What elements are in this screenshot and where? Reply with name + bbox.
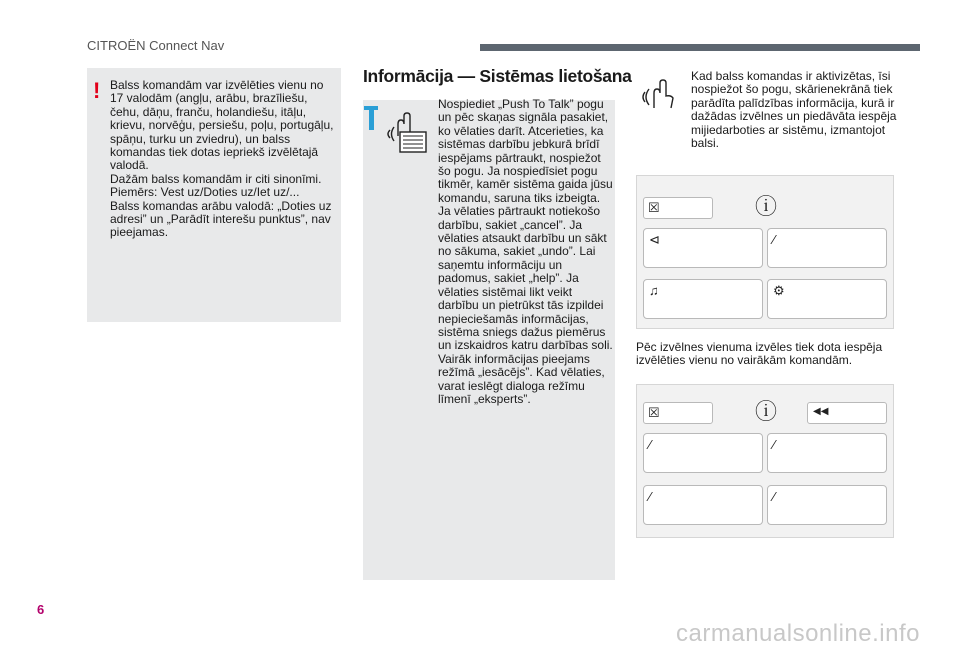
menu-button[interactable] — [643, 279, 763, 319]
header-bar — [480, 44, 920, 51]
settings-icon: ⚙ — [773, 283, 785, 298]
command-button[interactable] — [643, 485, 763, 525]
music-icon: ♫ — [649, 283, 659, 298]
info-icon[interactable]: ⓘ — [755, 194, 778, 219]
exclamation-icon: ! — [93, 78, 101, 103]
page-number: 6 — [37, 602, 45, 617]
help-screen-2 — [636, 384, 894, 538]
close-button[interactable] — [643, 197, 713, 219]
warning-text — [110, 79, 336, 240]
voice-command-icon — [641, 78, 679, 112]
command-button[interactable] — [767, 485, 887, 525]
command-icon: ∕ — [649, 437, 652, 452]
command-icon: ∕ — [773, 489, 776, 504]
command-icon: ∕ — [773, 437, 776, 452]
warning-line: Piemērs: Vest uz/Doties uz/Iet uz/... — [110, 185, 300, 200]
phone-icon: ∕ — [773, 232, 776, 247]
command-icon: ∕ — [649, 489, 652, 504]
info-text: Nospiediet „Push To Talk” pogu un pēc skaņas signāla pasakiet, ko vēlaties darīt. Atcerieties, ka sistēmas darbību jebkurā brīdī iespējams pārtraukt, nospiežot šo pogu. Ja nospiedīsiet pogu tikmēr, kamēr sistēma gaida jūsu komandu, saruna tiks izbeigta. Ja vēlaties pārtraukt notiekošo darbību, sakiet „cancel”. Ja vēlaties atsaukt darbību un sākt no sākuma, sakiet „undo”. Lai saņemtu informāciju un padomus, sakiet „help”. Ja vēlaties sistēmai likt veikt darbību un pietrūkst tās izpildei nepieciešamās informācijas, sistēma sniegs dažus piemērus un izskaidros katru darbības soli. Vairāk informācijas pieejams režīmā „iesācējs”. Kad vēlaties, varat ieslēgt dialoga režīmu līmenī „eksperts”. — [438, 97, 613, 406]
close-button[interactable] — [643, 402, 713, 424]
warning-line: Dažām balss komandām ir citi sinonīmi. — [110, 171, 322, 186]
menu-button[interactable] — [643, 228, 763, 268]
section-title: Informācija — Sistēmas lietošana — [363, 66, 632, 86]
command-button[interactable] — [767, 433, 887, 473]
menu-button[interactable] — [767, 228, 887, 268]
header-title: CITROËN Connect Nav — [87, 38, 225, 53]
back-icon: ◀◀ — [813, 406, 829, 417]
info-icon[interactable]: ⓘ — [755, 399, 778, 424]
right-text-1: Kad balss komandas ir aktivizētas, īsi nospiežot šo pogu, skārienekrānā tiek parādīta palīdzības informācija, kurā ir dažādas izvēlnes un piedāvāta iespēja mijiedarboties ar sistēmu, izmantojot balsi. — [691, 69, 897, 151]
steering-voice-button-icon — [384, 110, 430, 154]
menu-button[interactable] — [767, 279, 887, 319]
help-screen-1 — [636, 175, 894, 329]
warning-line: Balss komandām var izvēlēties vienu no 17 valodām (angļu, arābu, brazīliešu, čehu, dāņu, franču, holandiešu, itāļu, krievu, norvēģu, persiešu, poļu, portugāļu, spāņu, turku un zviedru), un balss komandas tiek dotas iepriekš izvēlētajā valodā. — [110, 78, 334, 173]
close-icon: ☒ — [648, 200, 660, 215]
warning-line: Balss komandas arābu valodā: „Doties uz adresi” un „Parādīt interešu punktus”, nav pieejamas. — [110, 198, 332, 240]
navigation-icon: ⊲ — [649, 232, 660, 247]
info-marker — [369, 106, 374, 130]
back-button[interactable] — [807, 402, 887, 424]
watermark: carmanualsonline.info — [676, 620, 920, 647]
command-button[interactable] — [643, 433, 763, 473]
close-icon: ☒ — [648, 405, 660, 420]
right-text-2: Pēc izvēlnes vienuma izvēles tiek dota iespēja izvēlēties vienu no vairākām komandām. — [636, 340, 883, 368]
